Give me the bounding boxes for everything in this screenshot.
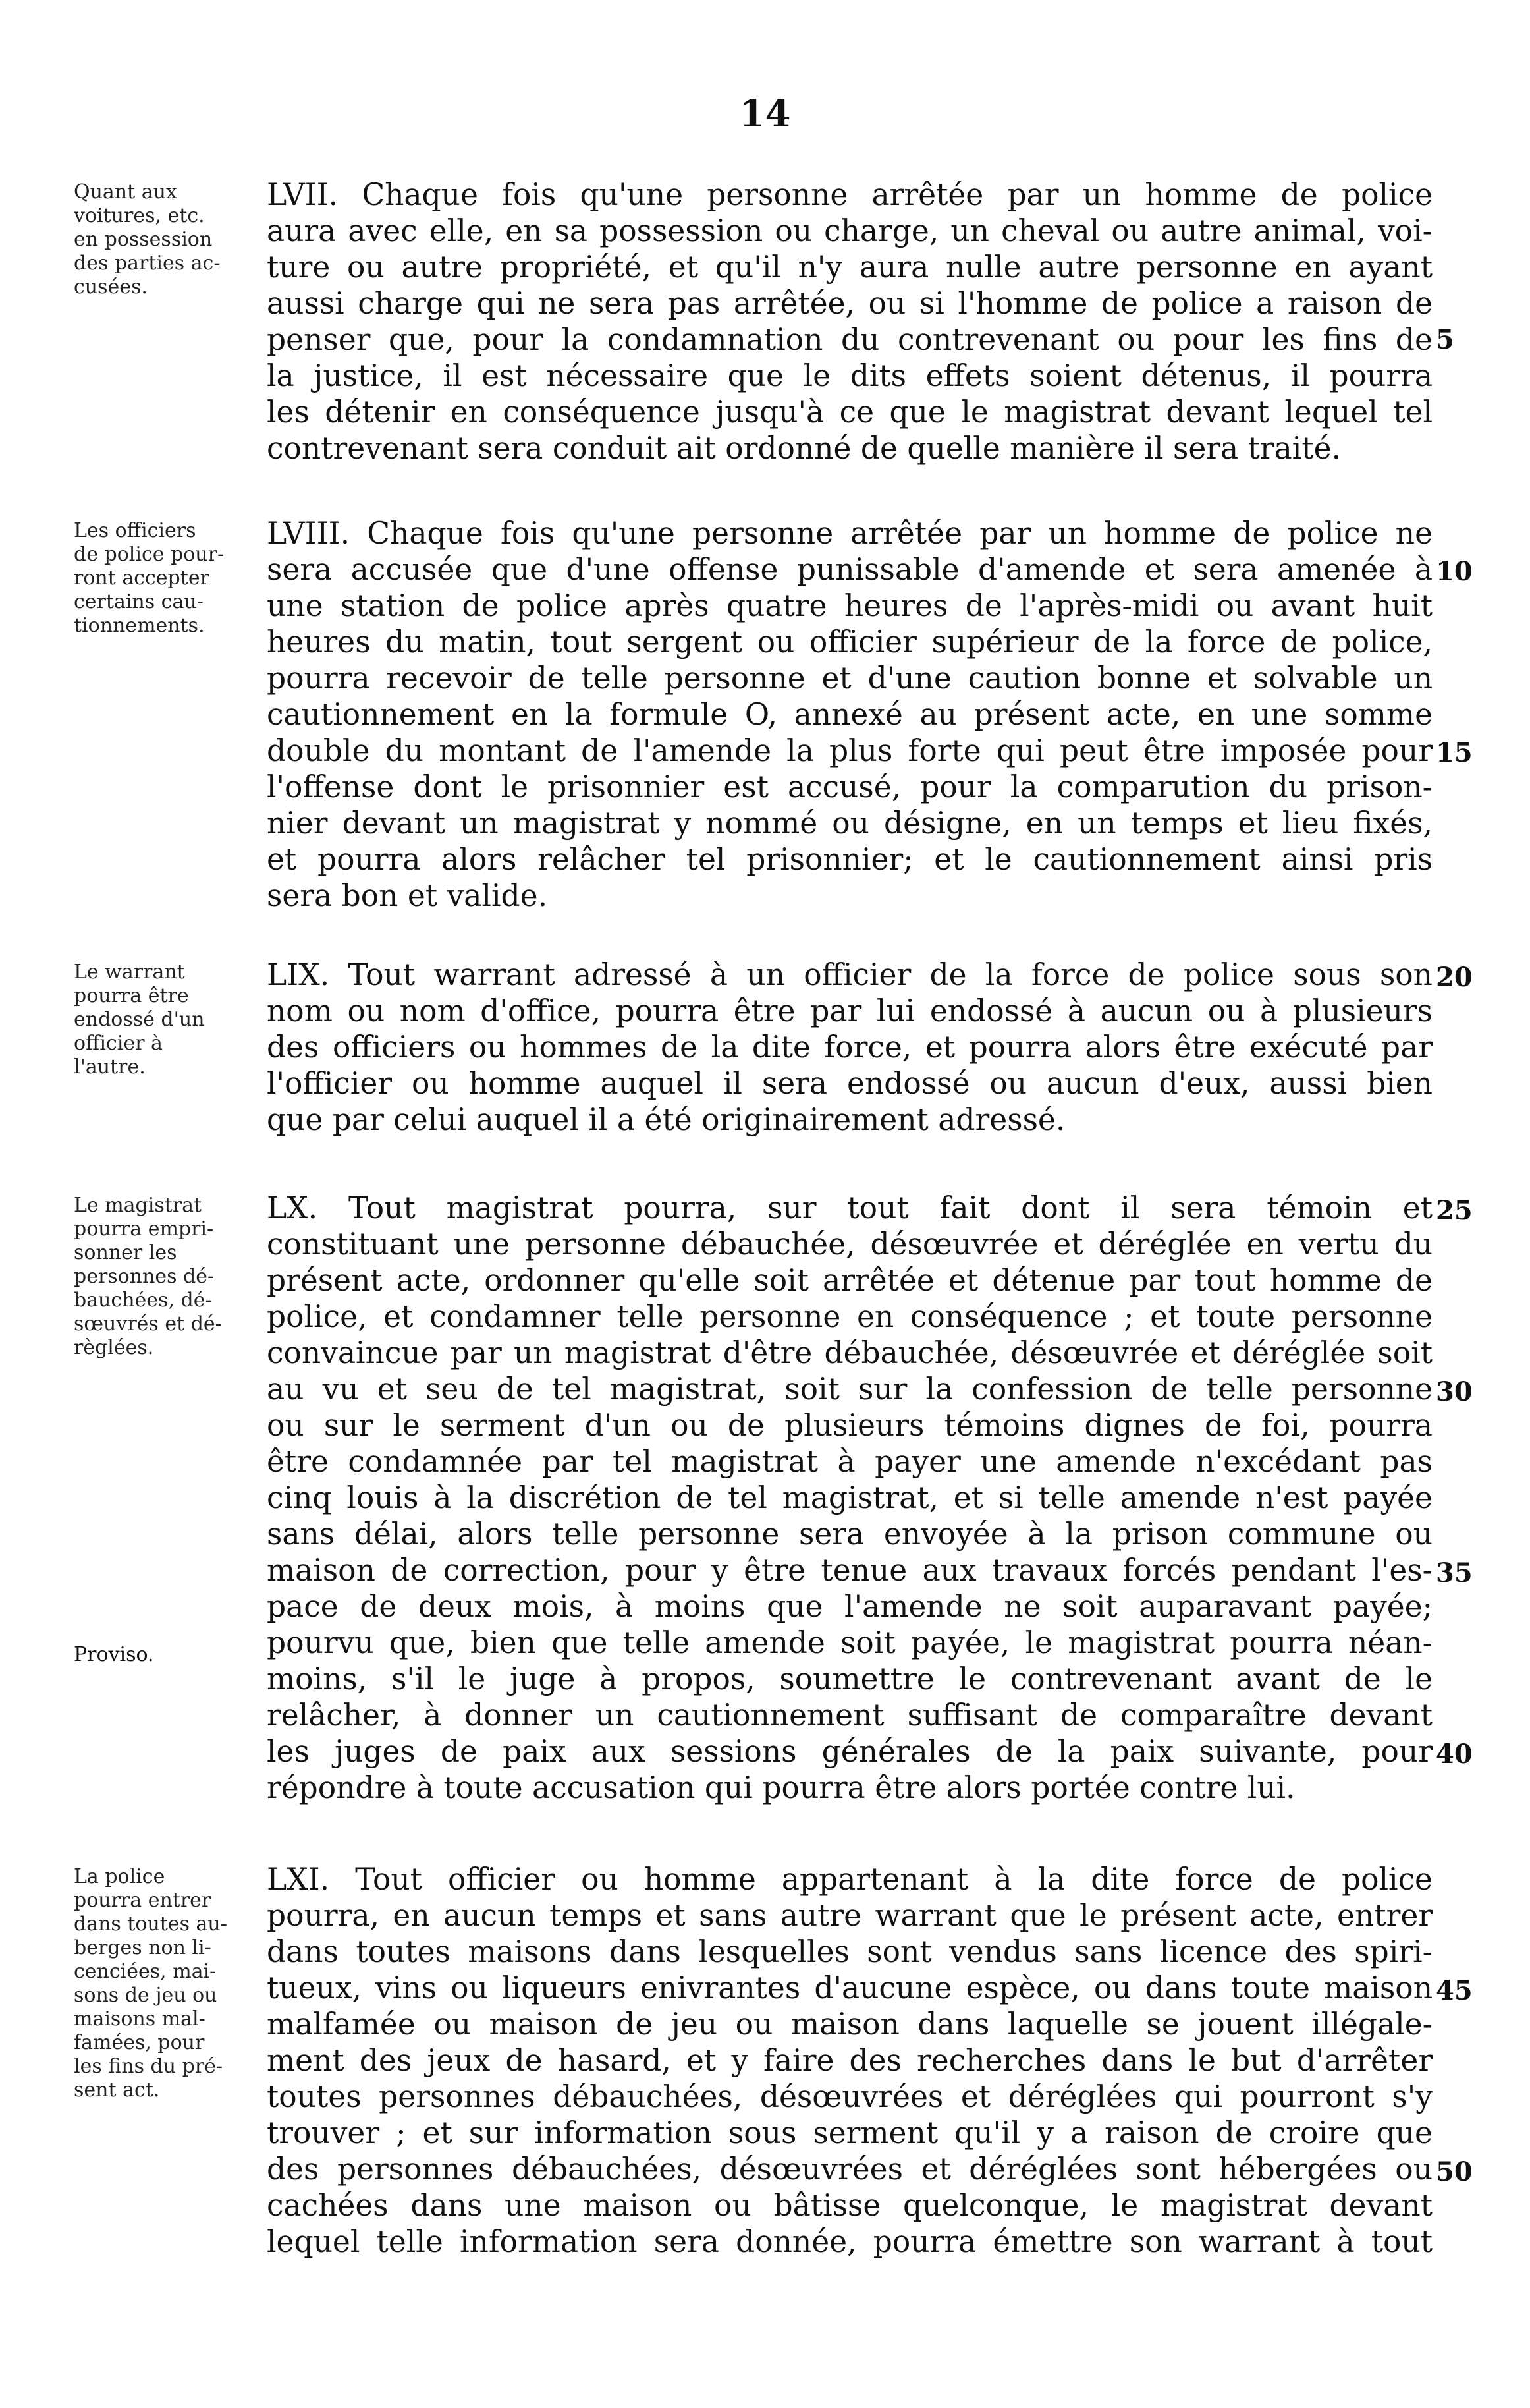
line-number: 40 xyxy=(1436,1739,1473,1770)
text-line: pourra, en aucun temps et sans autre warrant que le présent acte, entrer xyxy=(267,1898,1433,1933)
text-line: maison de correction, pour y être tenue aux travaux forcés pendant l'es- xyxy=(267,1553,1433,1588)
text-line: constituant une personne débauchée, désœuvrée et déréglée en vertu du xyxy=(267,1227,1433,1262)
text-line: cachées dans une maison ou bâtisse quelconque, le magistrat devant xyxy=(267,2188,1433,2223)
margin-note: Le magistrat pourra empri- sonner les personnes dé- bauchées, dé- sœuvrés et dé- règlées. xyxy=(74,1194,222,1359)
text-line: la justice, il est nécessaire que le dits effets soient détenus, il pourra xyxy=(267,358,1433,393)
text-line: trouver ; et sur information sous serment qu'il y a raison de croire que xyxy=(267,2115,1433,2150)
text-line: ture ou autre propriété, et qu'il n'y aura nulle autre personne en ayant xyxy=(267,250,1433,285)
text-line: tueux, vins ou liqueurs enivrantes d'aucune espèce, ou dans toute maison xyxy=(267,1971,1433,2005)
text-line: lequel telle information sera donnée, pourra émettre son warrant à tout xyxy=(267,2224,1433,2259)
text-line: pace de deux mois, à moins que l'amende ne soit auparavant payée; xyxy=(267,1589,1433,1624)
text-line: heures du matin, tout sergent ou officier supérieur de la force de police, xyxy=(267,625,1433,659)
line-number: 35 xyxy=(1436,1557,1473,1588)
text-line: les juges de paix aux sessions générales de la paix suivante, pour xyxy=(267,1734,1433,1769)
text-line: les détenir en conséquence jusqu'à ce que le magistrat devant lequel tel xyxy=(267,395,1433,430)
line-number: 15 xyxy=(1436,737,1473,768)
text-line: être condamnée par tel magistrat à payer une amende n'excédant pas xyxy=(267,1444,1433,1479)
text-line: LVII. Chaque fois qu'une personne arrêtée par un homme de police xyxy=(267,177,1433,212)
text-line: police, et condamner telle personne en conséquence ; et toute personne xyxy=(267,1299,1433,1334)
text-line: des officiers ou hommes de la dite force, et pourra alors être exécuté par xyxy=(267,1030,1433,1065)
margin-note: La police pourra entrer dans toutes au- berges non li- cenciées, mai- sons de jeu ou maisons mal- famées, pour les fins du pré- sent act. xyxy=(74,1865,227,2102)
text-line: présent acte, ordonner qu'elle soit arrêtée et détenue par tout homme de xyxy=(267,1263,1433,1298)
text-line: nom ou nom d'office, pourra être par lui endossé à aucun ou à plusieurs xyxy=(267,994,1433,1028)
text-line: malfamée ou maison de jeu ou maison dans laquelle se jouent illégale- xyxy=(267,2007,1433,2042)
text-line: l'officier ou homme auquel il sera endossé ou aucun d'eux, aussi bien xyxy=(267,1066,1433,1101)
text-line: cinq louis à la discrétion de tel magistrat, et si telle amende n'est payée xyxy=(267,1480,1433,1515)
section-text xyxy=(267,515,1433,914)
text-line: sans délai, alors telle personne sera envoyée à la prison commune ou xyxy=(267,1517,1433,1552)
line-number: 25 xyxy=(1436,1195,1473,1226)
section-text xyxy=(267,1861,1433,2260)
text-line: aussi charge qui ne sera pas arrêtée, ou si l'homme de police a raison de xyxy=(267,286,1433,321)
text-line: cautionnement en la formule O, annexé au présent acte, en une somme xyxy=(267,697,1433,732)
text-line: que par celui auquel il a été originairement adressé. xyxy=(267,1102,1066,1137)
text-line: pourra recevoir de telle personne et d'une caution bonne et solvable un xyxy=(267,661,1433,696)
text-line: dans toutes maisons dans lesquelles sont vendus sans licence des spiri- xyxy=(267,1934,1433,1969)
margin-note: Quant aux voitures, etc. en possession des parties ac- cusées. xyxy=(74,181,221,298)
text-line: nier devant un magistrat y nommé ou désigne, en un temps et lieu fixés, xyxy=(267,806,1433,841)
text-line: pourvu que, bien que telle amende soit payée, le magistrat pourra néan- xyxy=(267,1625,1433,1660)
text-line: moins, s'il le juge à propos, soumettre le contrevenant avant de le xyxy=(267,1662,1433,1696)
text-line: aura avec elle, en sa possession ou charge, un cheval ou autre animal, voi- xyxy=(267,213,1433,248)
text-line: une station de police après quatre heures de l'après-midi ou avant huit xyxy=(267,588,1433,623)
text-line: relâcher, à donner un cautionnement suffisant de comparaître devant xyxy=(267,1698,1433,1733)
text-line: double du montant de l'amende la plus forte qui peut être imposée pour xyxy=(267,733,1433,768)
line-number: 5 xyxy=(1436,324,1454,355)
margin-note: Les officiers de police pour- ront accepter certains cau- tionnements. xyxy=(74,519,225,637)
text-line: au vu et seu de tel magistrat, soit sur la confession de telle personne xyxy=(267,1372,1433,1407)
text-line: et pourra alors relâcher tel prisonnier; et le cautionnement ainsi pris xyxy=(267,842,1433,877)
line-number: 45 xyxy=(1436,1975,1473,2006)
text-line: sera accusée que d'une offense punissable d'amende et sera amenée à xyxy=(267,552,1433,587)
text-line: sera bon et valide. xyxy=(267,878,548,913)
text-line: LXI. Tout officier ou homme appartenant à la dite force de police xyxy=(267,1862,1433,1897)
text-line: penser que, pour la condamnation du contrevenant ou pour les fins de xyxy=(267,322,1433,357)
margin-note: Le warrant pourra être endossé d'un officier à l'autre. xyxy=(74,961,205,1078)
text-line: des personnes débauchées, désœuvrées et déréglées sont hébergées ou xyxy=(267,2152,1433,2187)
text-line: contrevenant sera conduit ait ordonné de quelle manière il sera traité. xyxy=(267,431,1342,466)
text-line: LIX. Tout warrant adressé à un officier de la force de police sous son xyxy=(267,957,1433,992)
line-number: 10 xyxy=(1436,556,1473,587)
proviso-note: Proviso. xyxy=(74,1643,154,1666)
section-text xyxy=(267,1190,1433,1806)
text-line: l'offense dont le prisonnier est accusé, pour la comparution du prison- xyxy=(267,770,1433,804)
line-number: 20 xyxy=(1436,962,1473,993)
text-line: LX. Tout magistrat pourra, sur tout fait dont il sera témoin et xyxy=(267,1190,1433,1225)
text-line: répondre à toute accusation qui pourra être alors portée contre lui. xyxy=(267,1770,1296,1805)
line-number: 30 xyxy=(1436,1376,1473,1407)
page-number: 14 xyxy=(739,92,791,136)
line-number: 50 xyxy=(1436,2156,1473,2187)
section-text xyxy=(267,957,1433,1138)
text-line: ment des jeux de hasard, et y faire des recherches dans le but d'arrêter xyxy=(267,2043,1433,2078)
section-text xyxy=(267,177,1433,466)
text-line: LVIII. Chaque fois qu'une personne arrêtée par un homme de police ne xyxy=(267,516,1433,551)
text-line: convaincue par un magistrat d'être débauchée, désœuvrée et déréglée soit xyxy=(267,1335,1433,1370)
text-line: toutes personnes débauchées, désœuvrées et déréglées qui pourront s'y xyxy=(267,2079,1433,2114)
text-line: ou sur le serment d'un ou de plusieurs témoins dignes de foi, pourra xyxy=(267,1408,1433,1443)
